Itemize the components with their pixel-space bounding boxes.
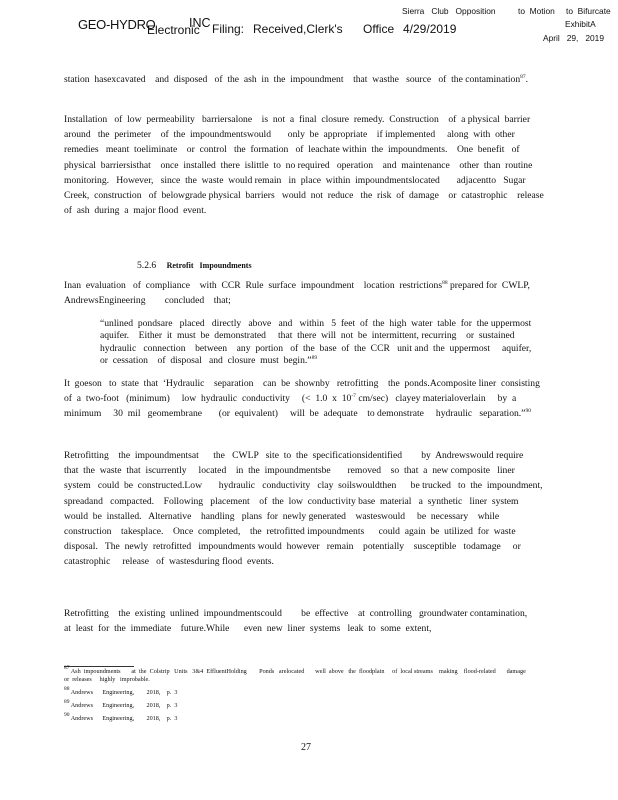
footnote-ref-88: 88 xyxy=(442,280,448,286)
exponent: -7 xyxy=(351,393,356,400)
section-number: 5.2.6 xyxy=(137,260,157,271)
paragraph-text: Inan evaluation of compliance with CCR Rule surface impoundment location restrictions xyxy=(64,280,443,291)
paragraph-hydraulic xyxy=(64,376,548,422)
paragraph-retrofitting-existing: Retrofitting the existing unlined impoundmentscould be effective at controlling groundwater contamination, at least for the immediate future.While even new liner systems leak to some extent, xyxy=(64,608,542,635)
footnote-89 xyxy=(64,699,534,710)
footnote-text: Andrews Engineering, 2018, p. 3 xyxy=(70,702,178,709)
paragraph-text: It goeson to state that ‘Hydraulic separation can be shownby retrofitting the ponds.Acomposite liner consisting of a two-foot (minimum) low hydraulic conductivity (< 1.0 x 10 xyxy=(64,378,548,405)
header-sierra: Sierra Club Opposition xyxy=(402,6,496,16)
footnote-number: 90 xyxy=(64,712,70,718)
header-geohydro: GEO-HYDRO xyxy=(78,17,156,32)
header-exhibit-date: April 29, 2019 xyxy=(543,33,604,43)
paragraph-retrofitting-cwlp: Retrofitting the impoundmentsat the CWLP site to the specificationsidentified by Andrewswould require that the waste that iscurrently located in the impoundmentsbe removed so that a new composite liner system could be constructed.Low hydraulic conductivity clay soilswouldthen be trucked to the impoundment, spreadand compacted. Following placement of the low conductivity base material a synthetic liner system would be installed. Alternative handling plans for newly generated wasteswould be necessary while construction takesplace. Once completed, the retrofitted impoundments could again be utilized for waste disposal. The newly retrofitted impoundments would however remain potentially susceptible todamage or catastrophic release of wastesduring flood events. xyxy=(64,450,555,568)
header-filing: Filing: xyxy=(212,22,245,36)
footnote-ref-90: 90 xyxy=(525,408,531,415)
quote-text: “unlined pondsare placed directly above and within 5 feet of the high water table for the uppermost aquifer. Either it must be demonstrated that there will not be intermittent, recurring or sustained hydraulic connection between any portion of the base of the CCR unit and the uppermost aquifer, or cessation of disposal and closure must begin.” xyxy=(100,318,541,367)
paragraph-ash-excavated xyxy=(64,72,544,87)
footnote-number: 89 xyxy=(64,699,70,705)
header-bifurcate: to Bifurcate xyxy=(566,6,611,16)
footnote-number: 88 xyxy=(64,686,70,692)
page-number: 27 xyxy=(301,742,311,753)
paragraph-text-b: cm/sec) clayey materialoverlain by a minimum 30 mil geomembrane (or equivalent) will be adequate to demonstrate hydraulic separation.” xyxy=(64,393,526,420)
header-to-motion: to Motion xyxy=(518,6,555,16)
footnote-ref-89: 89 xyxy=(311,355,318,362)
paragraph-text: station hasexcavated and disposed of the ash in the impoundment that wasthe source of the contamination xyxy=(64,74,521,85)
header-date: 4/29/2019 xyxy=(403,22,457,36)
paragraph-end: . xyxy=(525,74,529,85)
footnote-number: 87 xyxy=(64,665,70,671)
footnote-text: Ash impoundments at the Colstrip Units 3&4 EffluentHolding Ponds arelocated well above the floodplain of local streams making flood-related damage or releases highly improbable. xyxy=(64,668,534,684)
header-received: Received,Clerk's xyxy=(253,22,343,36)
header-inc: INC xyxy=(189,16,211,30)
paragraph-installation: Installation of low permeability barriersalone is not a final closure remedy. Construction of a physical barrier around the perimeter of the impoundmentswould only be appropriate if implemented along with other remedies meant toeliminate or control the formation of leachate within the impoundments. One benefit of physical barriersisthat once installed there islittle to no required operation and maintenance other than routine monitoring. However, since the waste would remain in place within impoundmentslocated adjacentto Sugar Creek, construction of belowgrade physical barriers would not reduce the risk of damage or catastrophic release of ash during a major flood event. xyxy=(64,114,551,217)
header-office: Office xyxy=(363,22,395,36)
paragraph-text-b: prepared for CWLP, AndrewsEngineering concluded that; xyxy=(64,280,535,307)
footnote-separator xyxy=(64,666,134,667)
header-exhibit: ExhibitA xyxy=(565,19,596,29)
paragraph-evaluation xyxy=(64,278,544,308)
header-electronic: Electronic xyxy=(147,23,200,37)
section-title: Retrofit Impoundments xyxy=(166,261,252,270)
footnote-87 xyxy=(64,665,534,684)
footnote-88 xyxy=(64,686,534,697)
footnote-text: Andrews Engineering, 2018, p. 3 xyxy=(70,715,178,722)
block-quote xyxy=(100,318,544,368)
footnote-text: Andrews Engineering, 2018, p. 3 xyxy=(70,689,178,696)
footnote-ref-87: 87 xyxy=(520,74,526,80)
section-heading xyxy=(137,260,252,271)
footnote-90 xyxy=(64,712,534,723)
header-company xyxy=(78,17,155,32)
